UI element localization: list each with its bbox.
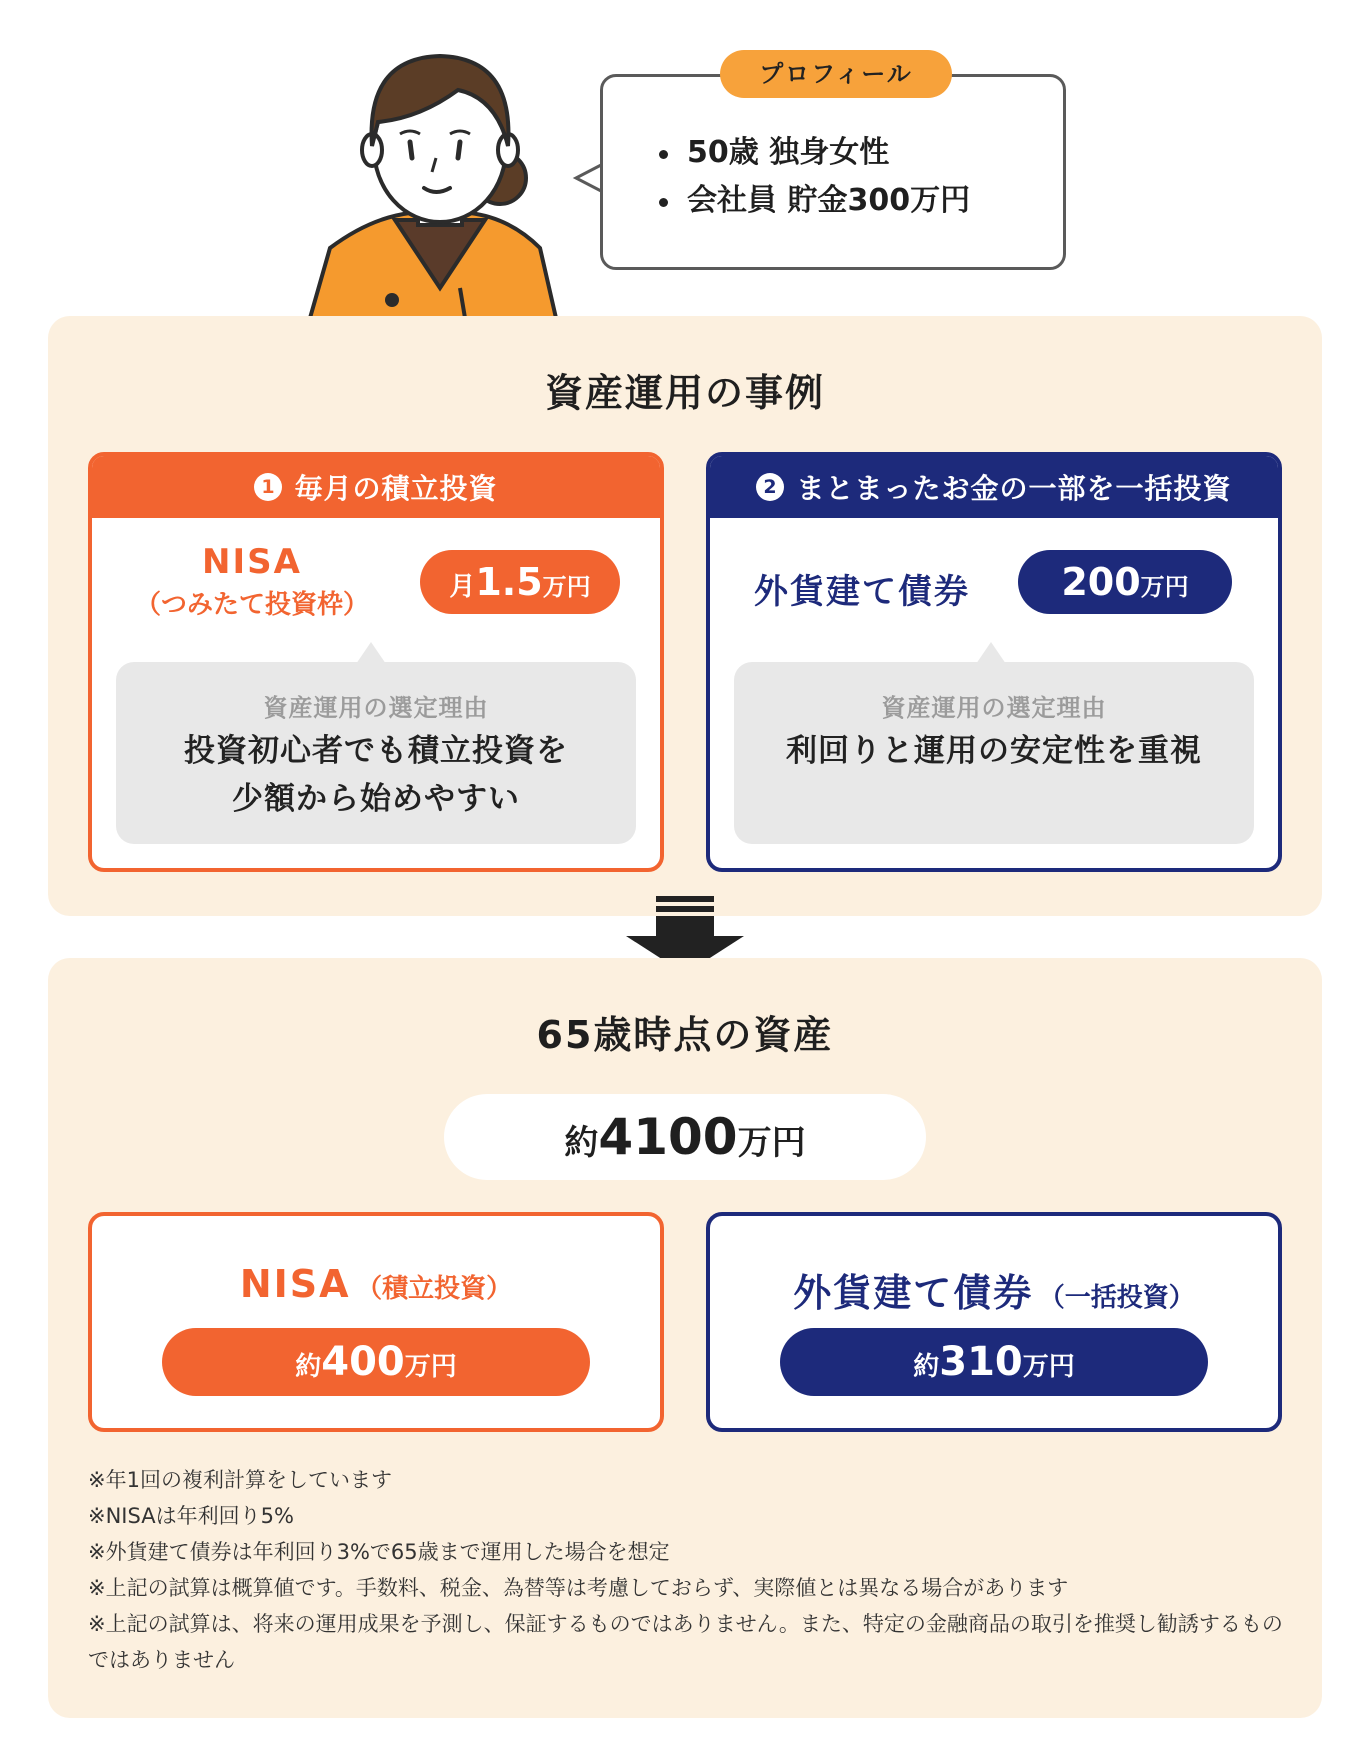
product-name bbox=[132, 542, 372, 621]
result-value: 400 bbox=[321, 1339, 405, 1385]
result-name: NISA bbox=[239, 1262, 351, 1306]
amount-unit: 万円 bbox=[1140, 573, 1189, 601]
amount-unit: 万円 bbox=[542, 573, 591, 601]
profile-bubble bbox=[600, 74, 1066, 270]
result-card-nisa bbox=[88, 1212, 664, 1432]
product-name-sub: （つみたて投資枠） bbox=[134, 590, 369, 620]
product-name: 外貨建て債券 bbox=[754, 572, 970, 612]
number-badge: 1 bbox=[254, 473, 282, 501]
card-header bbox=[710, 456, 1278, 518]
result-title bbox=[92, 1262, 660, 1306]
reason-text: 投資初心者でも積立投資を bbox=[184, 733, 568, 769]
amount-pill bbox=[420, 550, 620, 614]
case-study-panel bbox=[48, 316, 1322, 916]
total-value: 4100 bbox=[598, 1108, 738, 1166]
amount-prefix: 月 bbox=[449, 572, 476, 602]
card-header-label: まとまったお金の一部を一括投資 bbox=[796, 472, 1232, 505]
profile-list bbox=[659, 129, 970, 225]
profile-item: 会社員 貯金300万円 bbox=[659, 177, 970, 225]
card-header-label: 毎月の積立投資 bbox=[294, 472, 498, 505]
amount-value: 1.5 bbox=[475, 560, 543, 604]
footnote: ※上記の試算は概算値です。手数料、税金、為替等は考慮しておらず、実際値とは異なる場合があります bbox=[88, 1576, 1069, 1600]
reason-label: 資産運用の選定理由 bbox=[263, 694, 489, 722]
footnote: ※上記の試算は、将来の運用成果を予測し、保証するものではありません。また、特定の金融商品の取引を推奨し勧誘するものではありません bbox=[88, 1612, 1283, 1672]
footnote: ※外貨建て債券は年利回り3%で65歳まで運用した場合を想定 bbox=[88, 1540, 670, 1564]
reason-pointer bbox=[356, 642, 386, 664]
result-sub: （積立投資） bbox=[356, 1274, 513, 1304]
profile-item: 50歳 独身女性 bbox=[659, 129, 970, 177]
product-name-main: NISA bbox=[202, 542, 302, 582]
reason-pointer bbox=[976, 642, 1006, 664]
total-assets-pill bbox=[444, 1094, 926, 1180]
footnotes bbox=[88, 1462, 1288, 1678]
result-prefix: 約 bbox=[913, 1352, 940, 1382]
result-card-foreign-bond bbox=[706, 1212, 1282, 1432]
section-title: 65歳時点の資産 bbox=[536, 1013, 834, 1057]
result-sub: （一括投資） bbox=[1038, 1283, 1195, 1313]
footnote: ※NISAは年利回り5% bbox=[88, 1504, 294, 1528]
result-amount-pill bbox=[162, 1328, 590, 1396]
result-title bbox=[710, 1262, 1278, 1317]
woman-avatar bbox=[300, 38, 580, 318]
result-value: 310 bbox=[939, 1339, 1023, 1385]
result-unit: 万円 bbox=[404, 1352, 457, 1382]
number-badge: 2 bbox=[756, 473, 784, 501]
total-unit: 万円 bbox=[737, 1123, 806, 1163]
reason-box bbox=[116, 662, 636, 844]
profile-tag: プロフィール bbox=[720, 50, 952, 98]
card-monthly-investment bbox=[88, 452, 664, 872]
result-name: 外貨建て債券 bbox=[793, 1271, 1034, 1315]
footnote: ※年1回の複利計算をしています bbox=[88, 1468, 392, 1492]
result-amount-pill bbox=[780, 1328, 1208, 1396]
result-prefix: 約 bbox=[295, 1352, 322, 1382]
card-header bbox=[92, 456, 660, 518]
total-prefix: 約 bbox=[564, 1123, 599, 1163]
reason-text: 少額から始めやすい bbox=[232, 781, 520, 817]
card-lump-sum-investment bbox=[706, 452, 1282, 872]
amount-pill bbox=[1018, 550, 1232, 614]
result-unit: 万円 bbox=[1022, 1352, 1075, 1382]
section-title: 資産運用の事例 bbox=[544, 371, 825, 415]
reason-text: 利回りと運用の安定性を重視 bbox=[786, 733, 1202, 769]
reason-box bbox=[734, 662, 1254, 844]
reason-label: 資産運用の選定理由 bbox=[881, 694, 1107, 722]
amount-value: 200 bbox=[1061, 560, 1141, 604]
